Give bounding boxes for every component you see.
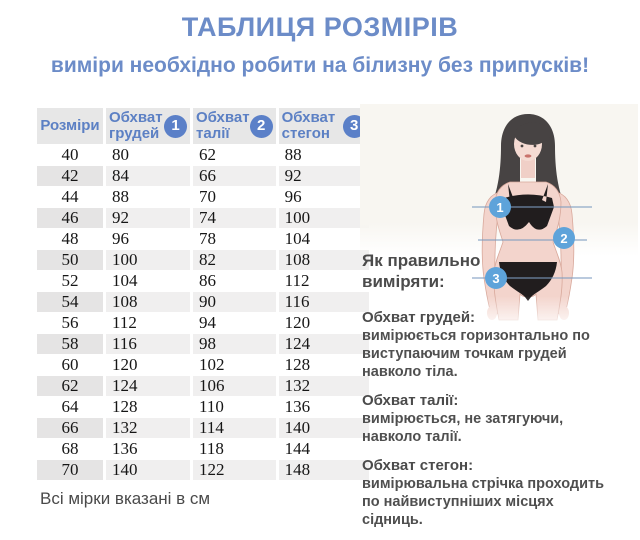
size-cell: 46: [37, 208, 103, 228]
guide-section-bust: [362, 309, 616, 381]
units-footnote: Всі мірки вказані в см: [40, 489, 211, 508]
measure-cell: 74: [193, 208, 276, 228]
svg-text:2: 2: [560, 231, 568, 246]
measure-cell: 140: [106, 460, 190, 480]
size-table-header: [37, 108, 369, 144]
measure-cell: 80: [106, 145, 190, 165]
measure-cell: 144: [279, 439, 369, 459]
measure-cell: 110: [193, 397, 276, 417]
measure-cell: 124: [106, 376, 190, 396]
table-row: [37, 460, 369, 480]
size-table-body: [37, 145, 369, 480]
badge-2-icon: 2: [250, 115, 273, 138]
measure-cell: 140: [279, 418, 369, 438]
table-row: [37, 355, 369, 375]
measure-cell: 108: [279, 250, 369, 270]
size-cell: 44: [37, 187, 103, 207]
measure-cell: 132: [279, 376, 369, 396]
measure-cell: 88: [279, 145, 369, 165]
guide-section-text: вимірювальна стрічка проходить по найвиступніших місцях сідниць.: [362, 476, 605, 528]
table-row: [37, 313, 369, 333]
measure-cell: 70: [193, 187, 276, 207]
measure-cell: 104: [279, 229, 369, 249]
measure-cell: 92: [106, 208, 190, 228]
table-row: [37, 334, 369, 354]
page-subtitle: виміри необхідно робити на білизну без припусків!: [50, 54, 590, 77]
guide-section-title: Обхват грудей:: [362, 309, 476, 326]
measure-cell: 82: [193, 250, 276, 270]
guide-section-hips: [362, 457, 616, 529]
measure-cell: 106: [193, 376, 276, 396]
column-header-hips: [279, 108, 369, 144]
size-cell: 58: [37, 334, 103, 354]
measure-cell: 132: [106, 418, 190, 438]
table-row: [37, 439, 369, 459]
measuring-guide: [362, 250, 616, 540]
measure-cell: 102: [193, 355, 276, 375]
svg-text:1: 1: [496, 200, 504, 215]
measure-cell: 96: [106, 229, 190, 249]
size-cell: 64: [37, 397, 103, 417]
table-row: [37, 166, 369, 186]
table-row: [37, 292, 369, 312]
size-cell: 50: [37, 250, 103, 270]
figure-right-eye: [534, 145, 537, 148]
size-cell: 68: [37, 439, 103, 459]
column-header-bust: [106, 108, 190, 144]
measure-cell: 116: [106, 334, 190, 354]
measure-cell: 86: [193, 271, 276, 291]
measure-cell: 108: [106, 292, 190, 312]
header-row: [37, 108, 369, 144]
guide-section-title: Обхват стегон:: [362, 457, 474, 474]
table-row: [37, 376, 369, 396]
size-cell: 48: [37, 229, 103, 249]
size-table: [34, 107, 372, 481]
measure-cell: 100: [279, 208, 369, 228]
guide-section-title: Обхват талії:: [362, 392, 459, 409]
measure-cell: 120: [106, 355, 190, 375]
column-header-hips-label: Обхват стегон: [281, 109, 336, 142]
measure-cell: 98: [193, 334, 276, 354]
measure-cell: 96: [279, 187, 369, 207]
column-header-waist-label: Обхват талії: [196, 109, 250, 142]
measure-cell: 92: [279, 166, 369, 186]
size-cell: 40: [37, 145, 103, 165]
measure-cell: 90: [193, 292, 276, 312]
table-row: [37, 271, 369, 291]
table-row: [37, 229, 369, 249]
size-cell: 52: [37, 271, 103, 291]
measure-cell: 148: [279, 460, 369, 480]
measure-cell: 128: [106, 397, 190, 417]
measure-cell: 94: [193, 313, 276, 333]
table-row: [37, 397, 369, 417]
figure-badge-2-icon: [553, 227, 575, 249]
figure-left-eye: [521, 145, 524, 148]
guide-heading: Як правильно виміряти:: [362, 251, 481, 291]
size-cell: 54: [37, 292, 103, 312]
measure-cell: 78: [193, 229, 276, 249]
size-cell: 70: [37, 460, 103, 480]
measure-cell: 100: [106, 250, 190, 270]
measure-cell: 112: [106, 313, 190, 333]
figure-badge-1-icon: [489, 196, 511, 218]
table-row: [37, 187, 369, 207]
measure-cell: 118: [193, 439, 276, 459]
badge-1-icon: 1: [164, 115, 187, 138]
table-row: [37, 145, 369, 165]
measure-cell: 128: [279, 355, 369, 375]
column-header-bust-label: Обхват грудей: [109, 109, 163, 142]
size-cell: 62: [37, 376, 103, 396]
measure-cell: 84: [106, 166, 190, 186]
guide-section-text: вимірюється горизонтально по виступаючим точкам грудей навколо тіла.: [362, 328, 590, 380]
badge-3-icon: 3: [343, 115, 366, 138]
measure-cell: 66: [193, 166, 276, 186]
figure-lips: [525, 154, 532, 157]
measure-cell: 88: [106, 187, 190, 207]
size-cell: 42: [37, 166, 103, 186]
table-row: [37, 250, 369, 270]
column-header-sizes: Розміри: [37, 108, 103, 144]
table-row: [37, 418, 369, 438]
size-cell: 66: [37, 418, 103, 438]
measure-cell: 136: [106, 439, 190, 459]
measure-cell: 120: [279, 313, 369, 333]
svg-text:3: 3: [492, 271, 500, 286]
measure-cell: 112: [279, 271, 369, 291]
measure-cell: 136: [279, 397, 369, 417]
measure-cell: 114: [193, 418, 276, 438]
page-title: ТАБЛИЦЯ РОЗМІРІВ: [181, 12, 459, 42]
size-cell: 60: [37, 355, 103, 375]
column-header-waist: [193, 108, 276, 144]
table-row: [37, 208, 369, 228]
measure-cell: 116: [279, 292, 369, 312]
measure-cell: 122: [193, 460, 276, 480]
guide-section-text: вимірюється, не затягуючи, навколо талії.: [362, 411, 564, 445]
measure-cell: 62: [193, 145, 276, 165]
size-cell: 56: [37, 313, 103, 333]
measure-cell: 104: [106, 271, 190, 291]
measure-cell: 124: [279, 334, 369, 354]
guide-section-waist: [362, 392, 616, 446]
